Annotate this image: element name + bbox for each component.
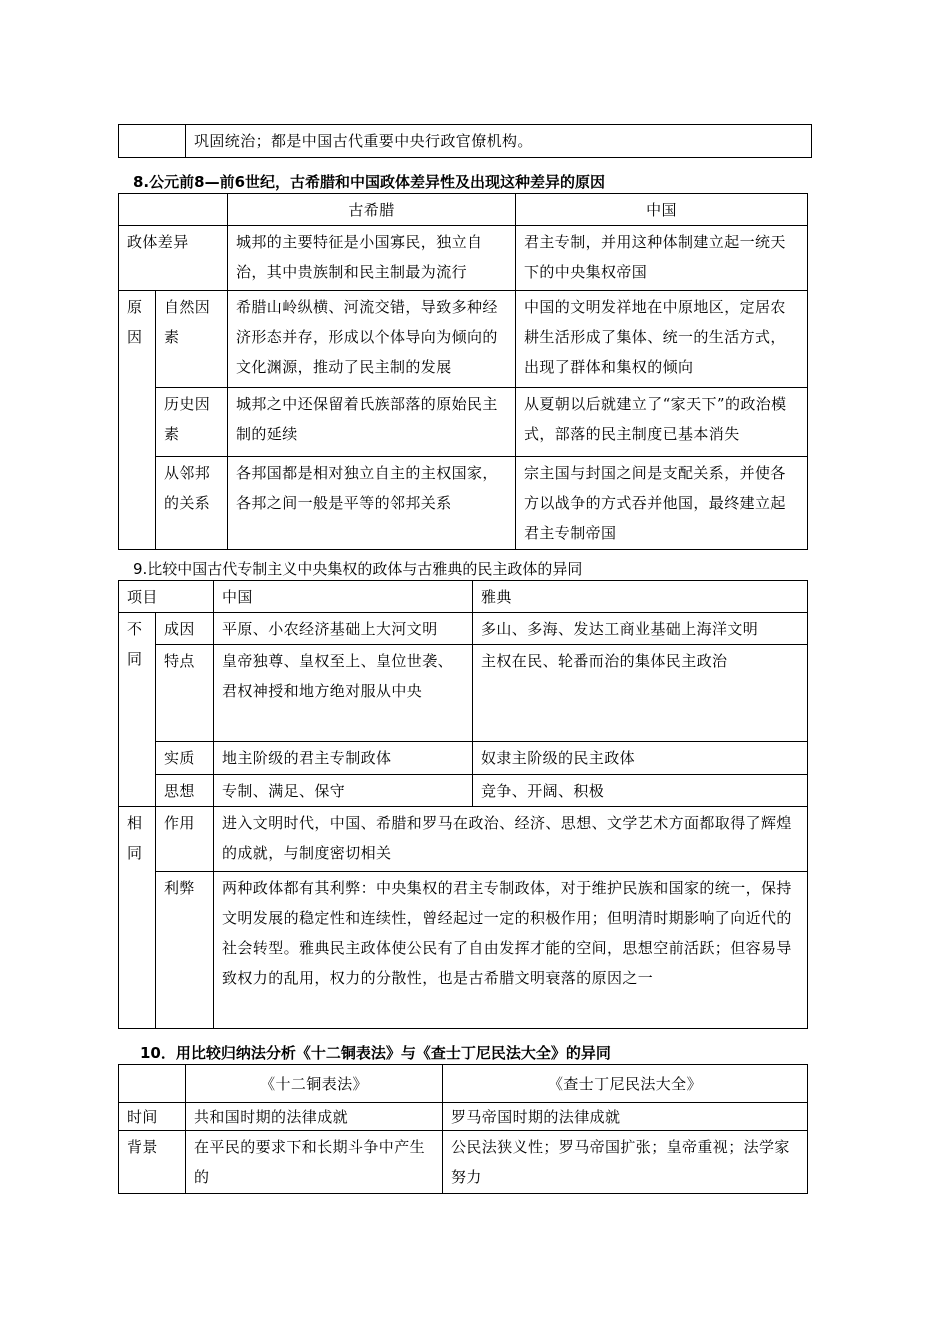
cell-china: 专制、满足、保守	[214, 775, 473, 807]
row-label: 思想	[156, 775, 214, 807]
cell-china: 君主专制，并用这种体制建立起一统天下的中央集权帝国	[516, 226, 808, 291]
table-row	[119, 775, 808, 807]
row-label: 政体差异	[119, 226, 228, 291]
row-label: 自然因素	[156, 291, 228, 388]
table-row	[119, 291, 808, 388]
header-greece: 古希腊	[228, 194, 516, 226]
cell-greece: 希腊山岭纵横、河流交错，导致多种经济形态并存，形成以个体导向为倾向的文化渊源，推动了民主制的发展	[228, 291, 516, 388]
row-label: 背景	[119, 1131, 186, 1194]
cell-twelve: 在平民的要求下和长期斗争中产生的	[186, 1131, 443, 1194]
table-continuation	[118, 124, 812, 158]
row-label: 利弊	[156, 872, 214, 1029]
table-row	[119, 581, 808, 613]
cell-text: 进入文明时代，中国、希腊和罗马在政治、经济、思想、文学艺术方面都取得了辉煌的成就，与制度密切相关	[214, 807, 808, 872]
table-row	[119, 1103, 808, 1131]
header-twelve: 《十二铜表法》	[186, 1065, 443, 1103]
cell-athens: 竞争、开阔、积极	[473, 775, 808, 807]
table-row	[119, 194, 808, 226]
cell-china: 从夏朝以后就建立了“家天下”的政治模式，部落的民主制度已基本消失	[516, 388, 808, 457]
header-athens: 雅典	[473, 581, 808, 613]
cell-athens: 多山、多海、发达工商业基础上海洋文明	[473, 613, 808, 645]
table-row	[119, 613, 808, 645]
table-row	[119, 645, 808, 742]
table-row	[119, 807, 808, 872]
cell-justinian: 公民法狭义性；罗马帝国扩张；皇帝重视；法学家努力	[443, 1131, 808, 1194]
table-row	[119, 872, 808, 1029]
cell-athens: 主权在民、轮番而治的集体民主政治	[473, 645, 808, 742]
cell-athens: 奴隶主阶级的民主政体	[473, 742, 808, 775]
cell-china: 地主阶级的君主专制政体	[214, 742, 473, 775]
cell-greece: 城邦之中还保留着氏族部落的原始民主制的延续	[228, 388, 516, 457]
cell-twelve: 共和国时期的法律成就	[186, 1103, 443, 1131]
table-row	[119, 1131, 808, 1194]
table-row	[119, 742, 808, 775]
table-row	[119, 388, 808, 457]
cell-greece: 城邦的主要特征是小国寡民，独立自治，其中贵族制和民主制最为流行	[228, 226, 516, 291]
table-row	[119, 457, 808, 550]
cell-china: 宗主国与封国之间是支配关系，并使各方以战争的方式吞并他国，最终建立起君主专制帝国	[516, 457, 808, 550]
section9-title: 9.比较中国古代专制主义中央集权的政体与古雅典的民主政体的异同	[133, 560, 583, 578]
cell-greece: 各邦国都是相对独立自主的主权国家，各邦之间一般是平等的邻邦关系	[228, 457, 516, 550]
same-label: 相同	[119, 807, 156, 1029]
section10-title: 10．用比较归纳法分析《十二铜表法》与《查士丁尼民法大全》的异同	[140, 1044, 611, 1062]
section10-table	[118, 1064, 808, 1194]
section8-table	[118, 193, 808, 550]
section9-table	[118, 580, 808, 1029]
row-label: 作用	[156, 807, 214, 872]
continuation-text: 巩固统治；都是中国古代重要中央行政官僚机构。	[186, 125, 812, 158]
table-row	[119, 226, 808, 291]
header-china: 中国	[214, 581, 473, 613]
table-row	[119, 1065, 808, 1103]
cell-china: 平原、小农经济基础上大河文明	[214, 613, 473, 645]
header-china: 中国	[516, 194, 808, 226]
row-label: 实质	[156, 742, 214, 775]
row-label: 历史因素	[156, 388, 228, 457]
diff-label: 不同	[119, 613, 156, 807]
row-label: 特点	[156, 645, 214, 742]
row-label: 成因	[156, 613, 214, 645]
row-label: 时间	[119, 1103, 186, 1131]
header-justinian: 《查士丁尼民法大全》	[443, 1065, 808, 1103]
cell-china: 皇帝独尊、皇权至上、皇位世袭、君权神授和地方绝对服从中央	[214, 645, 473, 742]
row-label: 从邻邦的关系	[156, 457, 228, 550]
header-item: 项目	[119, 581, 214, 613]
cell-justinian: 罗马帝国时期的法律成就	[443, 1103, 808, 1131]
cause-label: 原因	[119, 291, 156, 550]
empty-cell	[119, 125, 186, 158]
section8-title: 8.公元前8—前6世纪，古希腊和中国政体差异性及出现这种差异的原因	[133, 173, 606, 191]
cell-text: 两种政体都有其利弊：中央集权的君主专制政体，对于维护民族和国家的统一，保持文明发展的稳定性和连续性，曾经起过一定的积极作用；但明清时期影响了向近代的社会转型。雅典民主政体使公民有了自由发挥才能的空间，思想空前活跃；但容易导致权力的乱用，权力的分散性，也是古希腊文明衰落的原因之一	[214, 872, 808, 1029]
cell-china: 中国的文明发祥地在中原地区，定居农耕生活形成了集体、统一的生活方式，出现了群体和集权的倾向	[516, 291, 808, 388]
